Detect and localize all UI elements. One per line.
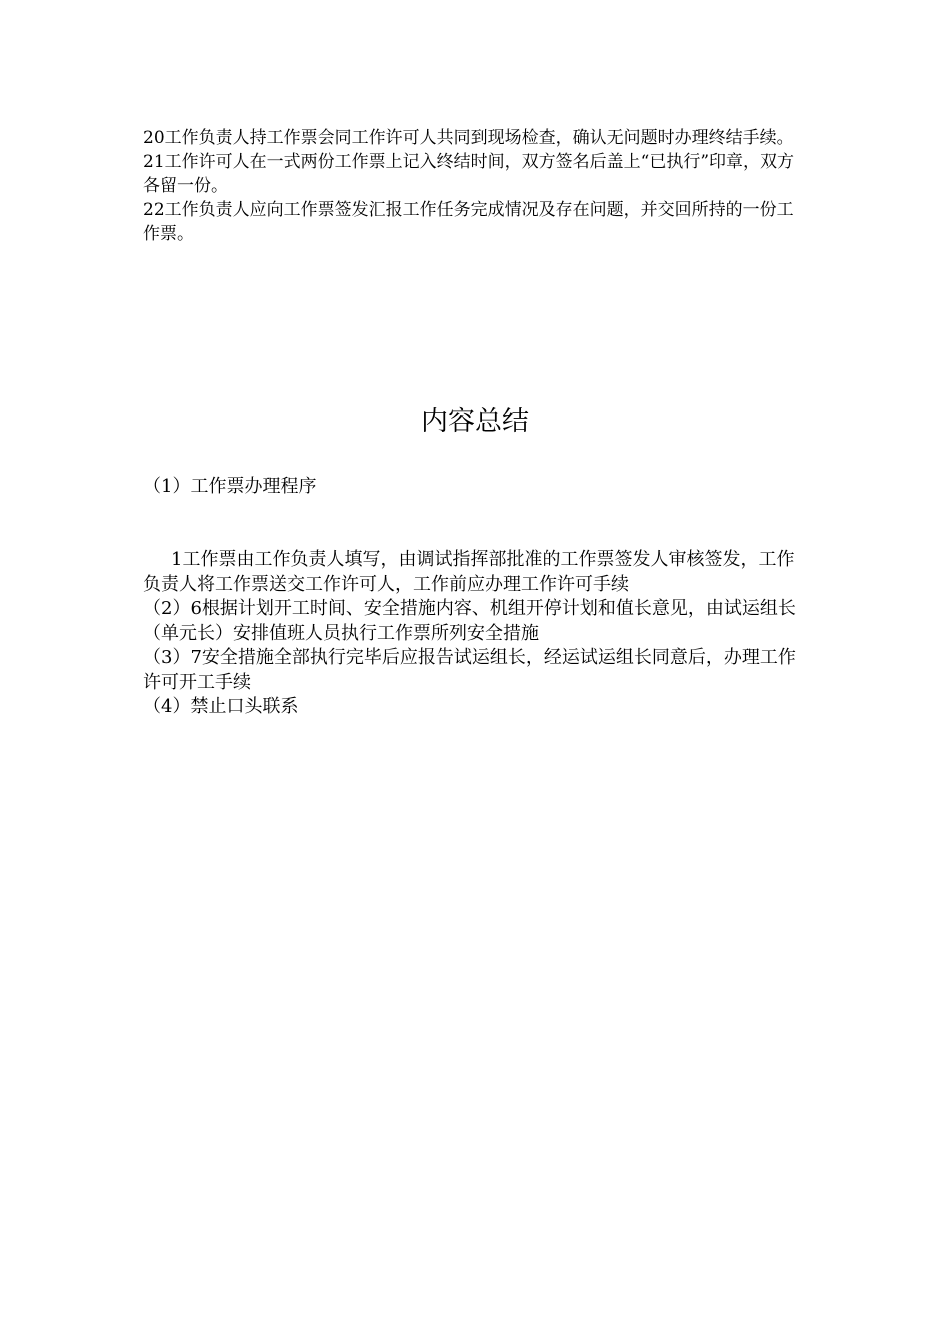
- summary-item-1: 1工作票由工作负责人填写，由调试指挥部批准的工作票签发人审核签发，工作负责人将工作票送交工作许可人，工作前应办理工作许可手续: [143, 549, 795, 595]
- summary-item-2: （2）6根据计划开工时间、安全措施内容、机组开停计划和值长意见，由试运组长（单元长）安排值班人员执行工作票所列安全措施: [143, 598, 796, 644]
- summary-item-3: （3）7安全措施全部执行完毕后应报告试运组长，经运试运组长同意后，办理工作许可开工手续: [143, 647, 796, 693]
- summary-title: 内容总结: [421, 406, 529, 437]
- summary-item-4: （4）禁止口头联系: [143, 696, 299, 717]
- intro-item-22: 22工作负责人应向工作票签发汇报工作任务完成情况及存在问题，并交回所持的一份工作票。: [143, 200, 794, 244]
- section-heading: （1）工作票办理程序: [143, 476, 317, 497]
- summary-items: [143, 548, 808, 720]
- intro-item-21: 21工作许可人在一式两份工作票上记入终结时间，双方签名后盖上“已执行”印章，双方各留一份。: [143, 152, 795, 196]
- intro-paragraphs: [143, 126, 808, 246]
- intro-item-20: 20工作负责人持工作票会同工作许可人共同到现场检查，确认无问题时办理终结手续。: [143, 128, 794, 148]
